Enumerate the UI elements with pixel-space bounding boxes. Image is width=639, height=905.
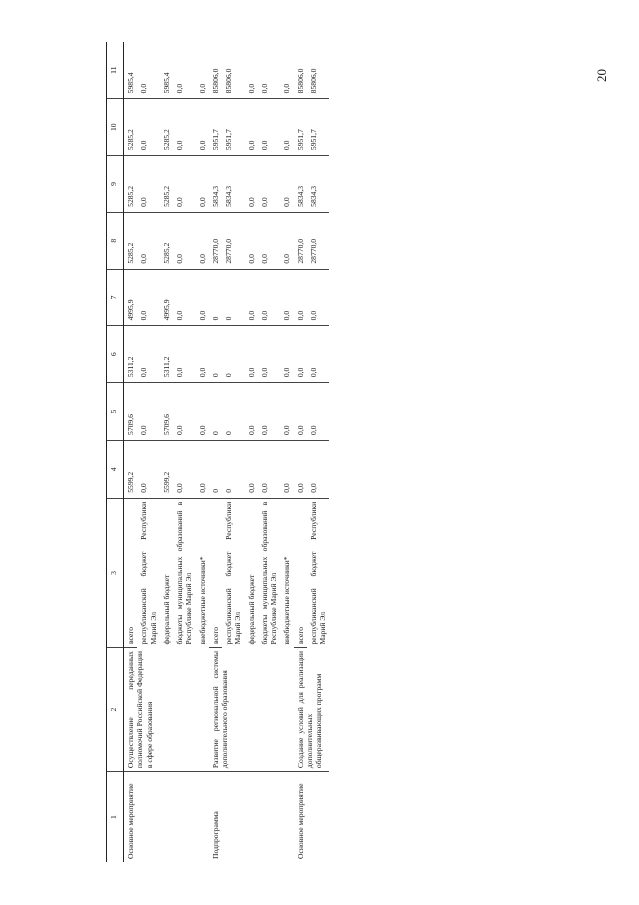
amount-cell: 0,0 [245, 383, 258, 441]
amount-cell: 0,0 [280, 269, 293, 326]
amount-cell: 0 [209, 269, 222, 326]
amount-cell: 0,0 [307, 269, 330, 326]
item-name-cell: Осуществление переданных полномочий Российской Федерации в сфере образования [124, 648, 209, 772]
amount-cell: 0 [209, 440, 222, 498]
amount-cell: 0 [209, 326, 222, 383]
amount-cell: 0,0 [258, 269, 281, 326]
amount-cell: 0,0 [137, 440, 160, 498]
amount-cell: 85806,0 [209, 42, 222, 99]
amount-cell: 0,0 [258, 326, 281, 383]
amount-cell: 5285,2 [160, 99, 173, 156]
amount-cell: 5951,7 [307, 99, 330, 156]
amount-cell: 5985,4 [160, 42, 173, 99]
funding-source-cell: республиканский бюджет Республики Марий Эл [224, 501, 243, 645]
funding-source-cell: республиканский бюджет Республики Марий Эл [308, 501, 327, 645]
amount-cell: 0,0 [196, 269, 209, 326]
header-row [107, 42, 124, 862]
funding-source-cell: всего [294, 498, 307, 647]
amount-cell: 5285,2 [160, 212, 173, 269]
amount-cell: 0,0 [294, 269, 307, 326]
amount-cell: 0,0 [137, 99, 160, 156]
amount-cell: 0,0 [137, 269, 160, 326]
amount-cell: 0,0 [280, 212, 293, 269]
amount-cell: 5834,3 [294, 156, 307, 213]
amount-cell: 0,0 [137, 212, 160, 269]
amount-cell: 5285,2 [160, 156, 173, 213]
amount-cell: 0,0 [173, 440, 196, 498]
amount-cell: 0,0 [258, 156, 281, 213]
amount-cell: 5951,7 [294, 99, 307, 156]
col-header: 2 [107, 648, 124, 772]
item-type-cell: Основное мероприятие [295, 783, 305, 859]
funding-source-cell: всего [209, 498, 222, 647]
amount-cell: 4995,9 [124, 269, 138, 326]
amount-cell: 0,0 [137, 156, 160, 213]
amount-cell: 0,0 [173, 383, 196, 441]
amount-cell: 4995,9 [160, 269, 173, 326]
amount-cell: 0,0 [196, 383, 209, 441]
amount-cell: 0,0 [258, 42, 281, 99]
funding-source-cell: бюджеты муниципальных образований в Республике Марий Эл [259, 501, 278, 645]
amount-cell: 5599,2 [160, 440, 173, 498]
funding-source-cell: республиканский бюджет Республики Марий Эл [139, 501, 158, 645]
col-header: 9 [107, 156, 124, 213]
col-header: 8 [107, 212, 124, 269]
item-type-cell: Основное мероприятие [126, 783, 135, 859]
amount-cell: 0,0 [196, 326, 209, 383]
col-header: 10 [107, 99, 124, 156]
amount-cell: 0,0 [245, 99, 258, 156]
amount-cell: 0,0 [173, 42, 196, 99]
amount-cell: 0,0 [258, 99, 281, 156]
amount-cell: 28770,0 [307, 212, 330, 269]
funding-source-cell: внебюджетные источники* [197, 556, 207, 645]
amount-cell: 0,0 [245, 212, 258, 269]
amount-cell: 0,0 [280, 383, 293, 441]
amount-cell: 0,0 [173, 326, 196, 383]
amount-cell: 5285,2 [124, 156, 138, 213]
amount-cell: 0,0 [137, 326, 160, 383]
amount-cell: 0,0 [294, 383, 307, 441]
amount-cell: 5709,6 [160, 383, 173, 441]
amount-cell: 0,0 [196, 156, 209, 213]
item-name-cell: Развитие региональной системы дополнительного образования [209, 648, 294, 772]
amount-cell: 0,0 [137, 383, 160, 441]
funding-source-cell: бюджеты муниципальных образований в Республике Марий Эл [175, 501, 194, 645]
table-row [124, 42, 138, 862]
amount-cell: 0,0 [294, 326, 307, 383]
amount-cell: 28770,0 [294, 212, 307, 269]
col-header: 1 [107, 772, 124, 862]
amount-cell: 0,0 [307, 326, 330, 383]
col-header: 4 [107, 440, 124, 498]
amount-cell: 0,0 [294, 440, 307, 498]
col-header: 5 [107, 383, 124, 441]
amount-cell: 0,0 [173, 156, 196, 213]
item-type-cell: Подпрограмма [210, 811, 220, 859]
funding-source-cell: всего [124, 498, 138, 647]
table-body [124, 42, 330, 862]
amount-cell: 5285,2 [124, 212, 138, 269]
amount-cell: 0,0 [280, 42, 293, 99]
page-number-label: 20 [594, 69, 609, 82]
amount-cell: 0,0 [280, 156, 293, 213]
rotated-table-stage [106, 42, 514, 862]
amount-cell: 0,0 [280, 99, 293, 156]
amount-cell: 85806,0 [307, 42, 330, 99]
amount-cell: 0,0 [258, 212, 281, 269]
amount-cell: 0 [222, 440, 245, 498]
amount-cell: 0,0 [258, 383, 281, 441]
amount-cell: 85806,0 [294, 42, 307, 99]
amount-cell: 5834,3 [209, 156, 222, 213]
amount-cell: 5951,7 [209, 99, 222, 156]
amount-cell: 5834,3 [222, 156, 245, 213]
col-header: 3 [107, 498, 124, 647]
funding-source-cell: федеральный бюджет [161, 574, 171, 645]
amount-cell: 0,0 [173, 212, 196, 269]
funding-source-cell: федеральный бюджет [246, 574, 256, 645]
col-header: 6 [107, 326, 124, 383]
amount-cell: 5311,2 [160, 326, 173, 383]
amount-cell: 0,0 [245, 269, 258, 326]
col-header: 7 [107, 269, 124, 326]
amount-cell: 0,0 [137, 42, 160, 99]
amount-cell: 0,0 [173, 269, 196, 326]
amount-cell: 0,0 [196, 440, 209, 498]
amount-cell: 5985,4 [124, 42, 138, 99]
table-row [294, 42, 307, 862]
amount-cell: 0,0 [245, 440, 258, 498]
table-row [209, 42, 222, 862]
amount-cell: 0,0 [196, 42, 209, 99]
amount-cell: 5599,2 [124, 440, 138, 498]
amount-cell: 28770,0 [222, 212, 245, 269]
amount-cell: 0 [209, 383, 222, 441]
amount-cell: 0,0 [307, 440, 330, 498]
amount-cell: 85806,0 [222, 42, 245, 99]
amount-cell: 0,0 [307, 383, 330, 441]
amount-cell: 5709,6 [124, 383, 138, 441]
amount-cell: 0,0 [196, 99, 209, 156]
amount-cell: 0,0 [245, 156, 258, 213]
amount-cell: 0,0 [280, 326, 293, 383]
amount-cell: 5834,3 [307, 156, 330, 213]
amount-cell: 0,0 [280, 440, 293, 498]
amount-cell: 5285,2 [124, 99, 138, 156]
budget-table [106, 42, 329, 862]
amount-cell: 0,0 [245, 326, 258, 383]
amount-cell: 0,0 [196, 212, 209, 269]
amount-cell: 0,0 [258, 440, 281, 498]
amount-cell: 5951,7 [222, 99, 245, 156]
amount-cell: 0,0 [173, 99, 196, 156]
col-header: 11 [107, 42, 124, 99]
amount-cell: 5311,2 [124, 326, 138, 383]
amount-cell: 0,0 [245, 42, 258, 99]
amount-cell: 0 [222, 269, 245, 326]
amount-cell: 28770,0 [209, 212, 222, 269]
funding-source-cell: внебюджетные источники* [282, 556, 292, 645]
item-name-cell: Создание условий для реализации дополнительных общеразвивающих программ [294, 648, 330, 772]
amount-cell: 0 [222, 383, 245, 441]
amount-cell: 0 [222, 326, 245, 383]
